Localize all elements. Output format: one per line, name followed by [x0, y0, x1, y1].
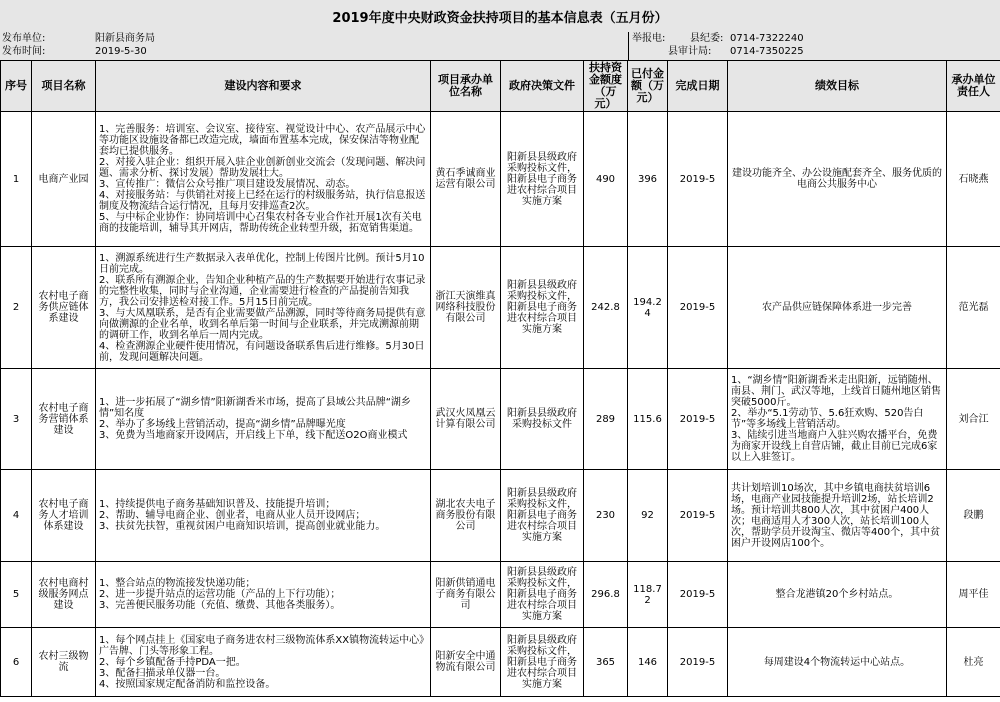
project-paid: 194.24: [628, 247, 668, 369]
audit-label: 县审计局:: [668, 46, 712, 57]
row-number: 4: [1, 470, 32, 562]
table-row: [1, 369, 1000, 470]
project-funds: 296.8: [584, 562, 628, 628]
project-goal: 每周建设4个物流转运中心站点。: [728, 628, 947, 697]
project-funds: 289: [584, 369, 628, 470]
header-cell: 序号: [1, 61, 32, 112]
project-funds: 230: [584, 470, 628, 562]
project-date: 2019-5: [668, 247, 728, 369]
project-org: 阳新安全中通物流有限公司: [431, 628, 501, 697]
project-content: 1、每个网点挂上《国家电子商务进农村三级物流体系XX镇物流转运中心》广告牌、门头等形象工程。 2、每个乡镇配备手持PDA一把。 3、配备扫描录单仪器一台。 4、按照国家规定配备消防和监控设备。: [96, 628, 431, 697]
table-row: [1, 562, 1000, 628]
project-goal: 农产品供应链保障体系进一步完善: [728, 247, 947, 369]
project-person: 石晓燕: [947, 112, 1000, 247]
project-content: 1、溯源系统进行生产数据录入表单优化，控制上传图片比例。预计5月10日前完成。 2、联系所有溯源企业，告知企业种植产品的生产数据要开始进行农事记录的完整性收集，同时与企业沟通，企业需要进行检查的产品提前告知我方，我公司安排送检对接工作。5月15日前完成。 3、与大凤凰联系，是否有企业需要做产品溯源，同时等待商务局提供有意向做溯源的企业名单，收到名单后第一时间与企业联系，并完成溯源前期的调研工作，收到名单后一周内完成。 4、检查溯源企业硬件使用情况，有问题设备联系售后进行维修。5月30日前，发现问题解决问题。: [96, 247, 431, 369]
project-doc: 阳新县县级政府采购投标文件，阳新县电子商务进农村综合项目实施方案: [501, 562, 584, 628]
table-row: [1, 247, 1000, 369]
project-person: 周平佳: [947, 562, 1000, 628]
project-content: 1、持续提供电子商务基础知识普及、技能提升培训； 2、帮助、辅导电商企业、创业者，电商从业人员开设网店； 3、扶贫先扶智，重视贫困户电商知识培训，提高创业就业能力。: [96, 470, 431, 562]
project-paid: 396: [628, 112, 668, 247]
project-org: 阳新供销通电子商务有限公司: [431, 562, 501, 628]
project-org: 武汉火凤凰云计算有限公司: [431, 369, 501, 470]
project-person: 范光磊: [947, 247, 1000, 369]
publisher-value: 阳新县商务局: [95, 33, 155, 44]
project-doc: 阳新县县级政府采购投标文件，阳新县电子商务进农村综合项目实施方案: [501, 628, 584, 697]
header-cell: 项目名称: [32, 61, 96, 112]
project-name: 农村电子商务供应链体系建设: [32, 247, 96, 369]
project-date: 2019-5: [668, 628, 728, 697]
discipline-phone: 0714-7322240: [730, 33, 804, 44]
project-person: 杜亮: [947, 628, 1000, 697]
project-funds: 365: [584, 628, 628, 697]
project-table: [0, 60, 1000, 697]
project-date: 2019-5: [668, 112, 728, 247]
report-label: 举报电:: [632, 33, 666, 44]
header-cell: 承办单位责任人: [947, 61, 1000, 112]
table-row: [1, 628, 1000, 697]
project-content: 1、整合站点的物流接发快递功能； 2、进一步提升站点的运营功能（产品的上下行功能）； 3、完善便民服务功能（充值、缴费、其他各类服务）。: [96, 562, 431, 628]
row-number: 3: [1, 369, 32, 470]
project-date: 2019-5: [668, 562, 728, 628]
project-org: 浙江天演维真网络科技股份有限公司: [431, 247, 501, 369]
project-org: 湖北农夫电子商务股份有限公司: [431, 470, 501, 562]
project-person: 段鹏: [947, 470, 1000, 562]
project-paid: 92: [628, 470, 668, 562]
project-name: 农村电商村级服务网点建设: [32, 562, 96, 628]
meta-bar: [0, 32, 1000, 61]
header-cell: 项目承办单位名称: [431, 61, 501, 112]
project-name: 农村三级物流: [32, 628, 96, 697]
header-cell: 建设内容和要求: [96, 61, 431, 112]
row-number: 2: [1, 247, 32, 369]
table-header-row: [1, 61, 1000, 112]
project-goal: 整合龙港镇20个乡村站点。: [728, 562, 947, 628]
project-funds: 242.8: [584, 247, 628, 369]
discipline-label: 县纪委:: [690, 33, 724, 44]
publisher-label: 发布单位:: [2, 33, 46, 44]
project-goal: 建设功能齐全、办公设施配套齐全、服务优质的电商公共服务中心: [728, 112, 947, 247]
project-content: 1、进一步拓展了“湖乡情”阳新湖香米市场，提高了县域公共品牌“湖乡情”知名度 2、举办了多场线上营销活动，提高“湖乡情”品牌曝光度 3、免费为当地商家开设网店，开启线上下单，线下配送O2O商业模式: [96, 369, 431, 470]
date-value: 2019-5-30: [95, 46, 147, 57]
project-doc: 阳新县县级政府采购投标文件，阳新县电子商务进农村综合项目实施方案: [501, 470, 584, 562]
date-label: 发布时间:: [2, 46, 46, 57]
header-cell: 已付金额（万元）: [628, 61, 668, 112]
row-number: 1: [1, 112, 32, 247]
project-goal: 1、“湖乡情”阳新湖香米走出阳新，远销随州、南县、荆门、武汉等地，上线首日随州地区销售突破5000斤。 2、举办“5.1劳动节、5.6狂欢购、520告白节”等多场线上营销活动。 3、陆续引进当地商户入驻兴购农播平台，免费为商家开设线上自营店铺，截止目前已完成6家以上入驻签订。: [728, 369, 947, 470]
table-row: [1, 112, 1000, 247]
project-doc: 阳新县县级政府采购投标文件: [501, 369, 584, 470]
page-title: 2019年度中央财政资金扶持项目的基本信息表（五月份）: [0, 0, 1000, 32]
row-number: 5: [1, 562, 32, 628]
header-cell: 绩效目标: [728, 61, 947, 112]
header-cell: 政府决策文件: [501, 61, 584, 112]
project-date: 2019-5: [668, 470, 728, 562]
meta-divider: [628, 32, 629, 60]
project-paid: 146: [628, 628, 668, 697]
project-name: 电商产业园: [32, 112, 96, 247]
project-paid: 115.6: [628, 369, 668, 470]
project-goal: 共计划培训10场次，其中乡镇电商扶贫培训6场，电商产业园技能提升培训2场，站长培训2场。预计培训共800人次，其中贫困户400人次；电商适用人才300人次，站长培训100人次，帮助学员开设淘宝、微店等400个，其中贫困户开设网店100个。: [728, 470, 947, 562]
header-cell: 完成日期: [668, 61, 728, 112]
header-cell: 扶持资金额度（万元）: [584, 61, 628, 112]
audit-phone: 0714-7350225: [730, 46, 804, 57]
project-content: 1、完善服务：培训室、会议室、接待室、视觉设计中心、农产品展示中心等功能区设施设备都已改造完成，墙面布置基本完成，保安保洁等物业配套均已提供服务。 2、对接入驻企业：组织开展入驻企业创新创业交流会（发现问题、解决问题、需求分析、探讨发展）帮助发展壮大。 3、宣传推广：微信公众号推广项目建设发展情况、动态。 4、对接服务站：与供销社对接上已经在运行的村级服务站，执行信息报送制度及物流结合运行情况，且每月安排巡查2次。 5、与中标企业协作：协同培训中心召集农村各专业合作社开展1次有关电商的技能培训，辅导其开网店，帮助传统企业转型升级，拓宽销售渠道。: [96, 112, 431, 247]
row-number: 6: [1, 628, 32, 697]
project-doc: 阳新县县级政府采购投标文件，阳新县电子商务进农村综合项目实施方案: [501, 112, 584, 247]
project-name: 农村电子商务营销体系建设: [32, 369, 96, 470]
project-paid: 118.72: [628, 562, 668, 628]
table-row: [1, 470, 1000, 562]
project-date: 2019-5: [668, 369, 728, 470]
project-person: 刘合江: [947, 369, 1000, 470]
project-funds: 490: [584, 112, 628, 247]
project-org: 黄石季诚商业运营有限公司: [431, 112, 501, 247]
project-name: 农村电子商务人才培训体系建设: [32, 470, 96, 562]
project-doc: 阳新县县级政府采购投标文件，阳新县电子商务进农村综合项目实施方案: [501, 247, 584, 369]
